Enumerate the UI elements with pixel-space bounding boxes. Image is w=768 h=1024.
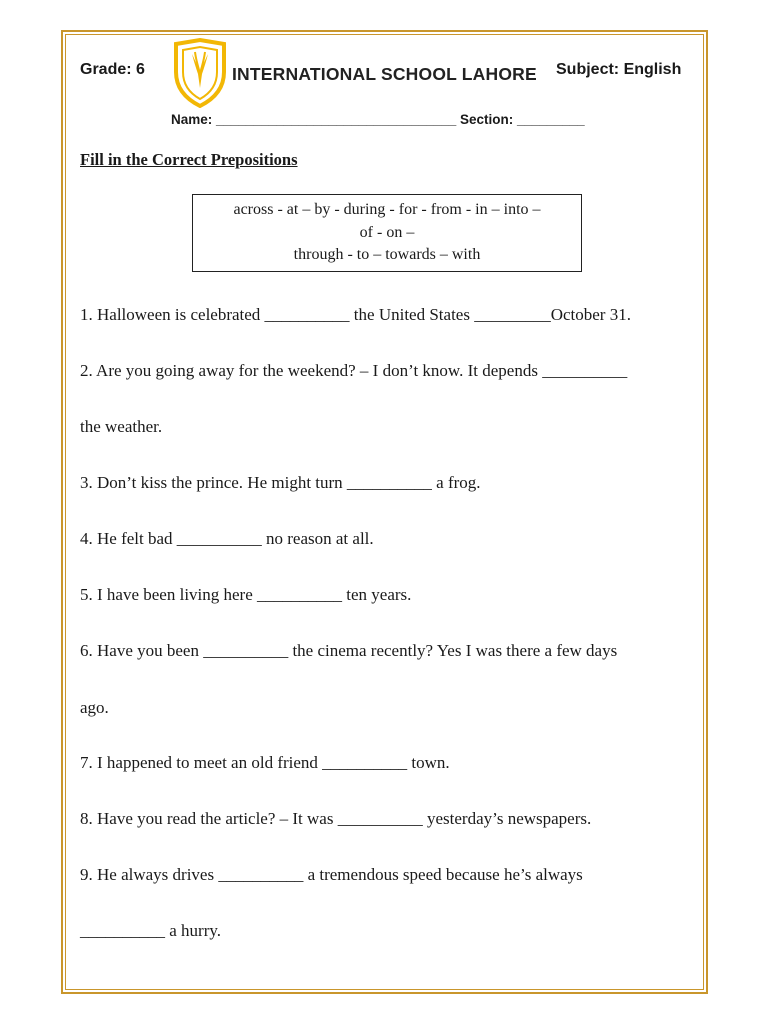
question-3[interactable]: 3. Don’t kiss the prince. He might turn __________ a frog.: [80, 473, 481, 492]
question-9[interactable]: 9. He always drives __________ a tremendous speed because he’s always: [80, 865, 583, 884]
worksheet-title: Fill in the Correct Prepositions: [80, 150, 298, 169]
subject-label: Subject: English: [556, 61, 682, 78]
question-5[interactable]: 5. I have been living here __________ ten years.: [80, 585, 412, 604]
question-1[interactable]: 1. Halloween is celebrated __________ the United States _________October 31.: [80, 305, 631, 324]
word-bank: [192, 194, 582, 272]
question-7[interactable]: 7. I happened to meet an old friend __________ town.: [80, 753, 450, 772]
grade-label: Grade: 6: [80, 61, 145, 78]
name-section-line[interactable]: Name: ________________________________ Section: _________: [171, 112, 585, 127]
school-name: INTERNATIONAL SCHOOL LAHORE: [232, 64, 537, 84]
question-9-continued[interactable]: __________ a hurry.: [80, 921, 222, 940]
question-2-continued: the weather.: [80, 417, 163, 436]
word-bank-line: across - at – by - during - for - from - in – into –: [233, 201, 541, 218]
question-6-continued: ago.: [80, 698, 109, 717]
word-bank-line: of - on –: [359, 223, 415, 241]
word-bank-line: through - to – towards – with: [293, 246, 481, 263]
question-2[interactable]: 2. Are you going away for the weekend? – I don’t know. It depends __________: [80, 361, 628, 380]
question-4[interactable]: 4. He felt bad __________ no reason at all.: [80, 529, 374, 548]
question-6[interactable]: 6. Have you been __________ the cinema recently? Yes I was there a few days: [80, 641, 618, 660]
page-border-inner: [65, 34, 704, 990]
school-logo-icon: [172, 38, 228, 108]
question-8[interactable]: 8. Have you read the article? – It was __________ yesterday’s newspapers.: [80, 809, 592, 828]
